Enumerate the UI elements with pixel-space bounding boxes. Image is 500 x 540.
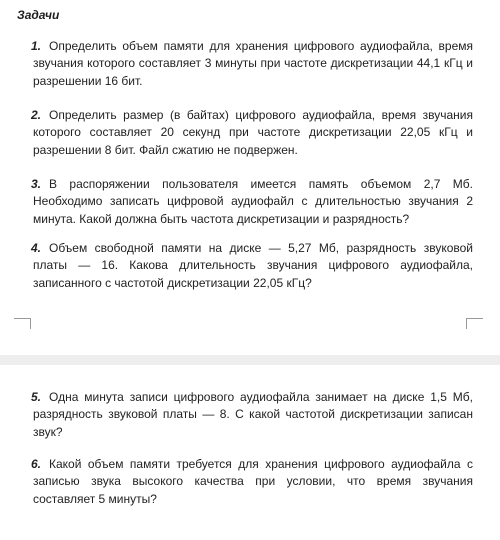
task-number: 5. bbox=[31, 390, 42, 404]
task-text: Какой объем памяти требуется для хранения цифрового аудиофайла с записью звука высокого качества при условии, что время звучания составляет 5 минуты? bbox=[33, 457, 473, 506]
task-item-6 bbox=[33, 456, 473, 508]
page-bottom bbox=[0, 365, 500, 540]
task-item-1 bbox=[33, 38, 473, 90]
page-corner-mark bbox=[466, 318, 483, 329]
section-heading: Задачи bbox=[17, 8, 60, 22]
task-number: 4. bbox=[31, 241, 42, 255]
task-item-4 bbox=[33, 240, 473, 292]
task-text: В распоряжении пользователя имеется память объемом 2,7 Мб. Необходимо записать цифровой аудиофайл с длительностью звучания 2 минута. Какой должна быть частота дискретизации и разрядность? bbox=[33, 177, 473, 226]
task-text: Определить объем памяти для хранения цифрового аудиофайла, время звучания которого составляет 3 минуты при частоте дискретизации 44,1 кГц и разрешении 16 бит. bbox=[33, 39, 473, 88]
task-number: 3. bbox=[31, 177, 42, 191]
task-number: 6. bbox=[31, 457, 42, 471]
task-text: Одна минута записи цифрового аудиофайла занимает на диске 1,5 Мб, разрядность звуковой платы — 8. С какой частотой дискретизации записан звук? bbox=[33, 390, 473, 439]
task-item-5 bbox=[33, 389, 473, 441]
task-item-3 bbox=[33, 176, 473, 228]
task-number: 2. bbox=[31, 108, 42, 122]
page-break bbox=[0, 355, 500, 365]
task-number: 1. bbox=[31, 39, 42, 53]
page-corner-mark bbox=[14, 318, 31, 329]
task-text: Определить размер (в байтах) цифрового аудиофайла, время звучания которого составляет 20 секунд при частоте дискретизации 22,05 кГц и разрешении 8 бит. Файл сжатию не подвержен. bbox=[33, 108, 473, 157]
task-item-2 bbox=[33, 107, 473, 159]
task-text: Объем свободной памяти на диске — 5,27 Мб, разрядность звуковой платы — 16. Какова длительность звучания цифрового аудиофайла, записанного с частотой дискретизации 22,05 кГц? bbox=[33, 241, 473, 290]
